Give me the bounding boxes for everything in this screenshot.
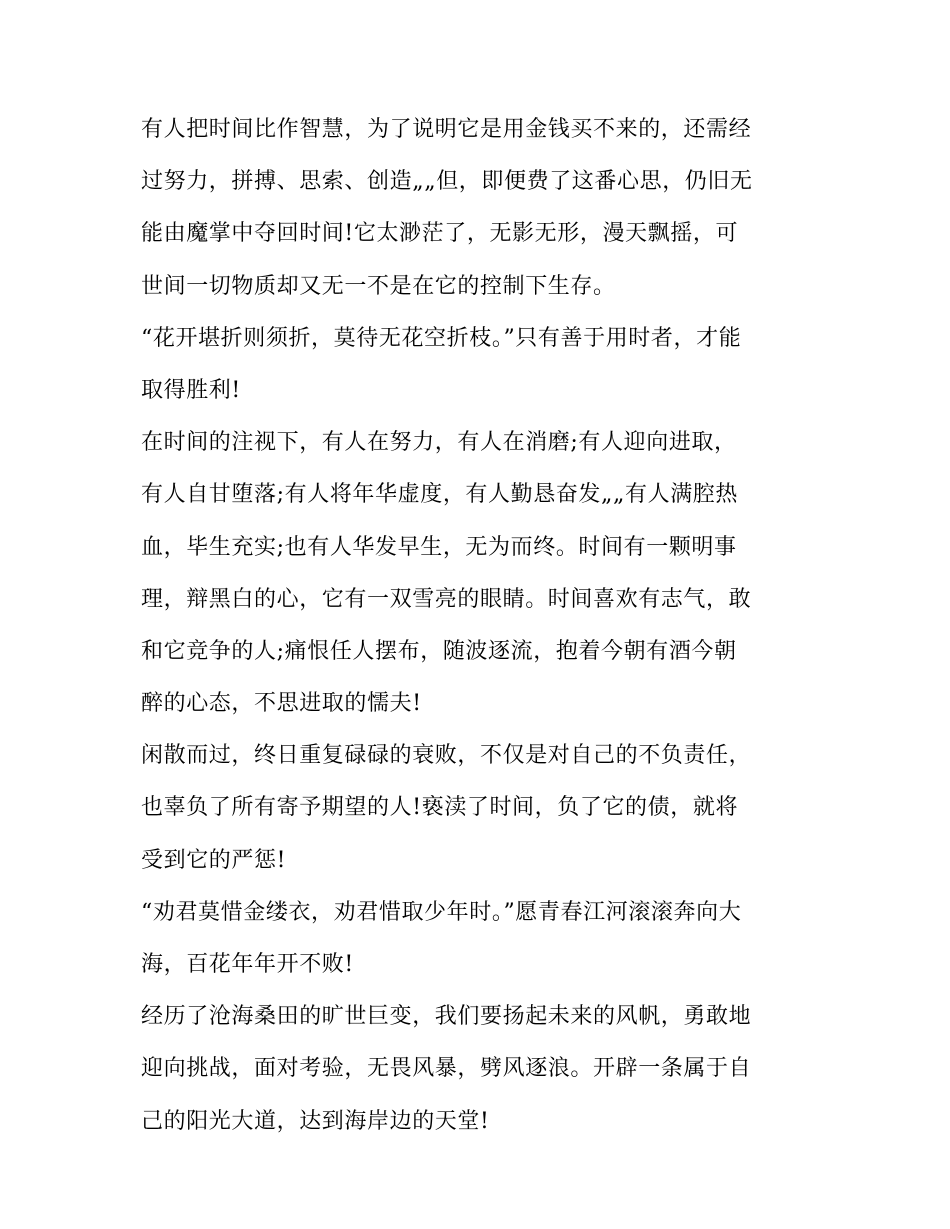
text-line: 己的阳光大道，达到海岸边的天堂! xyxy=(141,1108,490,1134)
text-line: 理，辩黑白的心，它有一双雪亮的眼睛。时间喜欢有志气，敢 xyxy=(141,586,752,612)
text-line: 在时间的注视下，有人在努力，有人在消磨;有人迎向进取， xyxy=(141,430,737,456)
text-line: 和它竞争的人;痛恨任人摆布，随波逐流，抱着今朝有酒今朝 xyxy=(141,638,737,664)
text-line: 也辜负了所有寄予期望的人!亵渎了时间，负了它的债，就将 xyxy=(141,795,739,821)
text-line: 闲散而过，终日重复碌碌的衰败，不仅是对自己的不负责任， xyxy=(141,743,752,769)
text-line: “劝君莫惜金缕衣，劝君惜取少年时。”愿青春江河滚滚奔向大 xyxy=(141,899,742,925)
text-line: 血，毕生充实;也有人华发早生，无为而终。时间有一颗明事 xyxy=(141,534,737,560)
essay-body xyxy=(141,108,821,1152)
text-line: 世间一切物质却又无一不是在它的控制下生存。 xyxy=(141,273,616,299)
text-line: 能由魔掌中夺回时间!它太渺茫了，无影无形，漫天飘摇，可 xyxy=(141,221,739,247)
text-line: 迎向挑战，面对考验，无畏风暴，劈风逐浪。开辟一条属于自 xyxy=(141,1056,752,1082)
text-line: 受到它的严惩! xyxy=(141,847,287,873)
text-line: 过努力，拼搏、思索、创造„„但，即便费了这番心思，仍旧无 xyxy=(141,169,753,195)
text-line: 有人自甘堕落;有人将年华虚度，有人勤恳奋发„„有人满腔热 xyxy=(141,482,739,508)
text-line: 醉的心态，不思进取的懦夫! xyxy=(141,691,422,717)
text-line: 经历了沧海桑田的旷世巨变，我们要扬起未来的风帆，勇敢地 xyxy=(141,1004,752,1030)
text-line: 有人把时间比作智慧，为了说明它是用金钱买不来的，还需经 xyxy=(141,117,752,142)
text-line: 取得胜利! xyxy=(141,377,241,403)
text-line: “花开堪折则须折，莫待无花空折枝。”只有善于用时者，才能 xyxy=(141,325,742,351)
text-line: 海，百花年年开不败! xyxy=(141,952,354,977)
